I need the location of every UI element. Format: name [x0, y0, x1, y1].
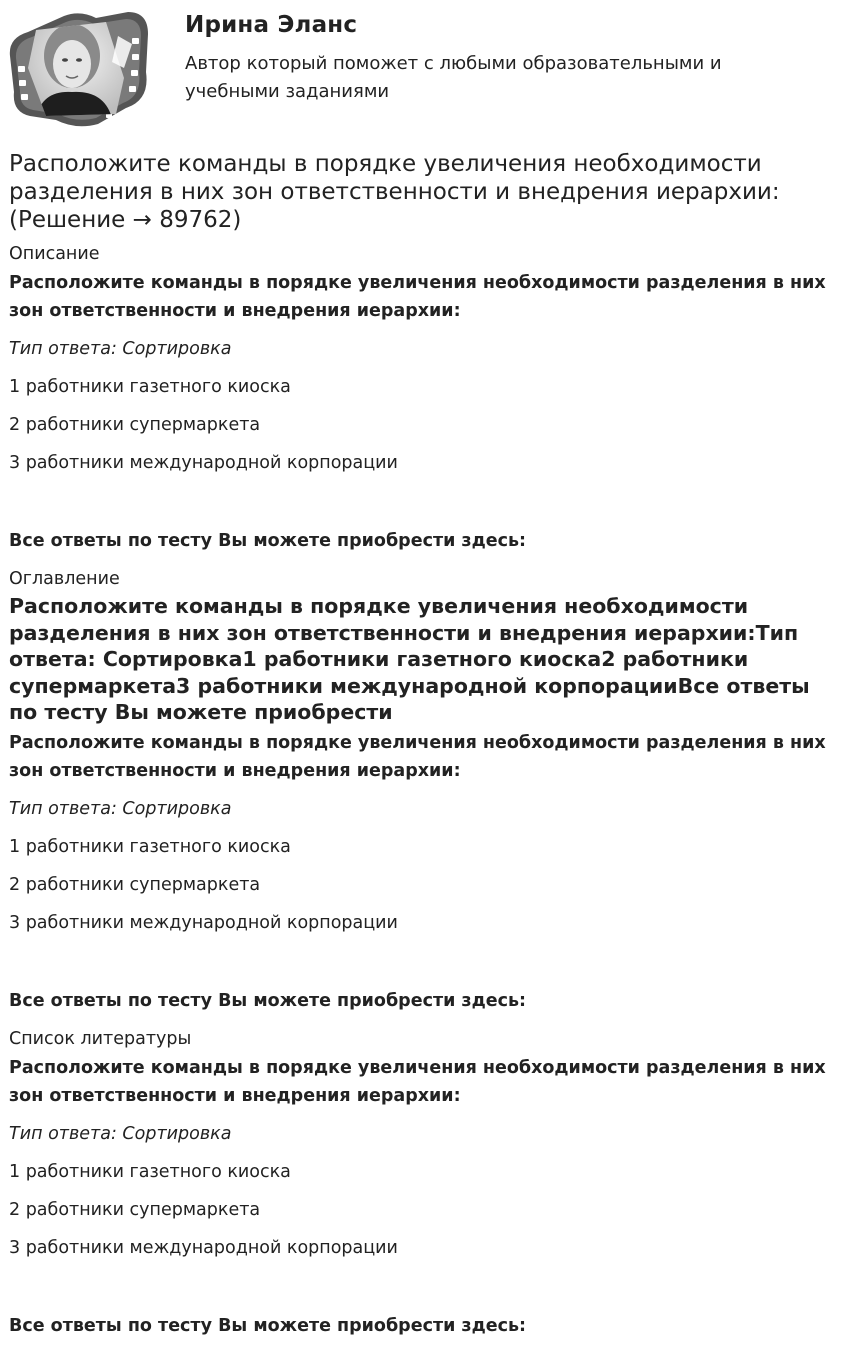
section-label-literature: Список литературы [9, 1028, 192, 1049]
option-item: 3 работники международной корпорации [9, 912, 398, 933]
buy-answers-text: Все ответы по тесту Вы можете приобрести здесь: [9, 990, 527, 1011]
author-description: Автор который поможет с любыми образовательными и учебными заданиями [185, 53, 722, 102]
author-avatar[interactable] [6, 8, 152, 128]
toc-summary: Расположите команды в порядке увеличения необходимости разделения в них зон ответственности и внедрения иерархии:Тип ответа: Сортировка1 работники газетного киоска2 работники супермаркета3 работники международной корпорацииВсе ответы по тесту Вы можете приобрести [9, 594, 810, 724]
option-item: 3 работники международной корпорации [9, 453, 398, 473]
page-title: Расположите команды в порядке увеличения необходимости разделения в них зон ответственности и внедрения иерархии: (Решение → 89762) [9, 151, 780, 233]
author-name[interactable]: Ирина Эланс [185, 12, 358, 38]
option-item: 2 работники супермаркета [9, 874, 261, 895]
answer-type: Тип ответа: Сортировка [9, 339, 232, 359]
buy-answers-text: Все ответы по тесту Вы можете приобрести здесь: [9, 531, 527, 551]
main-content [9, 150, 837, 1338]
description-section [9, 242, 837, 553]
answer-type: Тип ответа: Сортировка [9, 1123, 232, 1144]
answer-type: Тип ответа: Сортировка [9, 798, 232, 819]
avatar-film-frame-icon [6, 8, 152, 128]
section-label-description: Описание [9, 244, 100, 264]
question-text: Расположите команды в порядке увеличения необходимости разделения в них зон ответственности и внедрения иерархии: [9, 1057, 826, 1106]
toc-section [9, 567, 837, 1013]
author-header [0, 0, 847, 140]
option-item: 1 работники газетного киоска [9, 1161, 291, 1182]
option-item: 2 работники супермаркета [9, 415, 261, 435]
question-text: Расположите команды в порядке увеличения необходимости разделения в них зон ответственности и внедрения иерархии: [9, 273, 826, 321]
literature-section [9, 1027, 837, 1338]
option-item: 1 работники газетного киоска [9, 836, 291, 857]
question-text: Расположите команды в порядке увеличения необходимости разделения в них зон ответственности и внедрения иерархии: [9, 732, 826, 781]
option-item: 3 работники международной корпорации [9, 1237, 398, 1258]
option-item: 1 работники газетного киоска [9, 377, 291, 397]
section-label-toc: Оглавление [9, 569, 120, 589]
option-item: 2 работники супермаркета [9, 1199, 261, 1220]
buy-answers-text: Все ответы по тесту Вы можете приобрести здесь: [9, 1315, 527, 1336]
